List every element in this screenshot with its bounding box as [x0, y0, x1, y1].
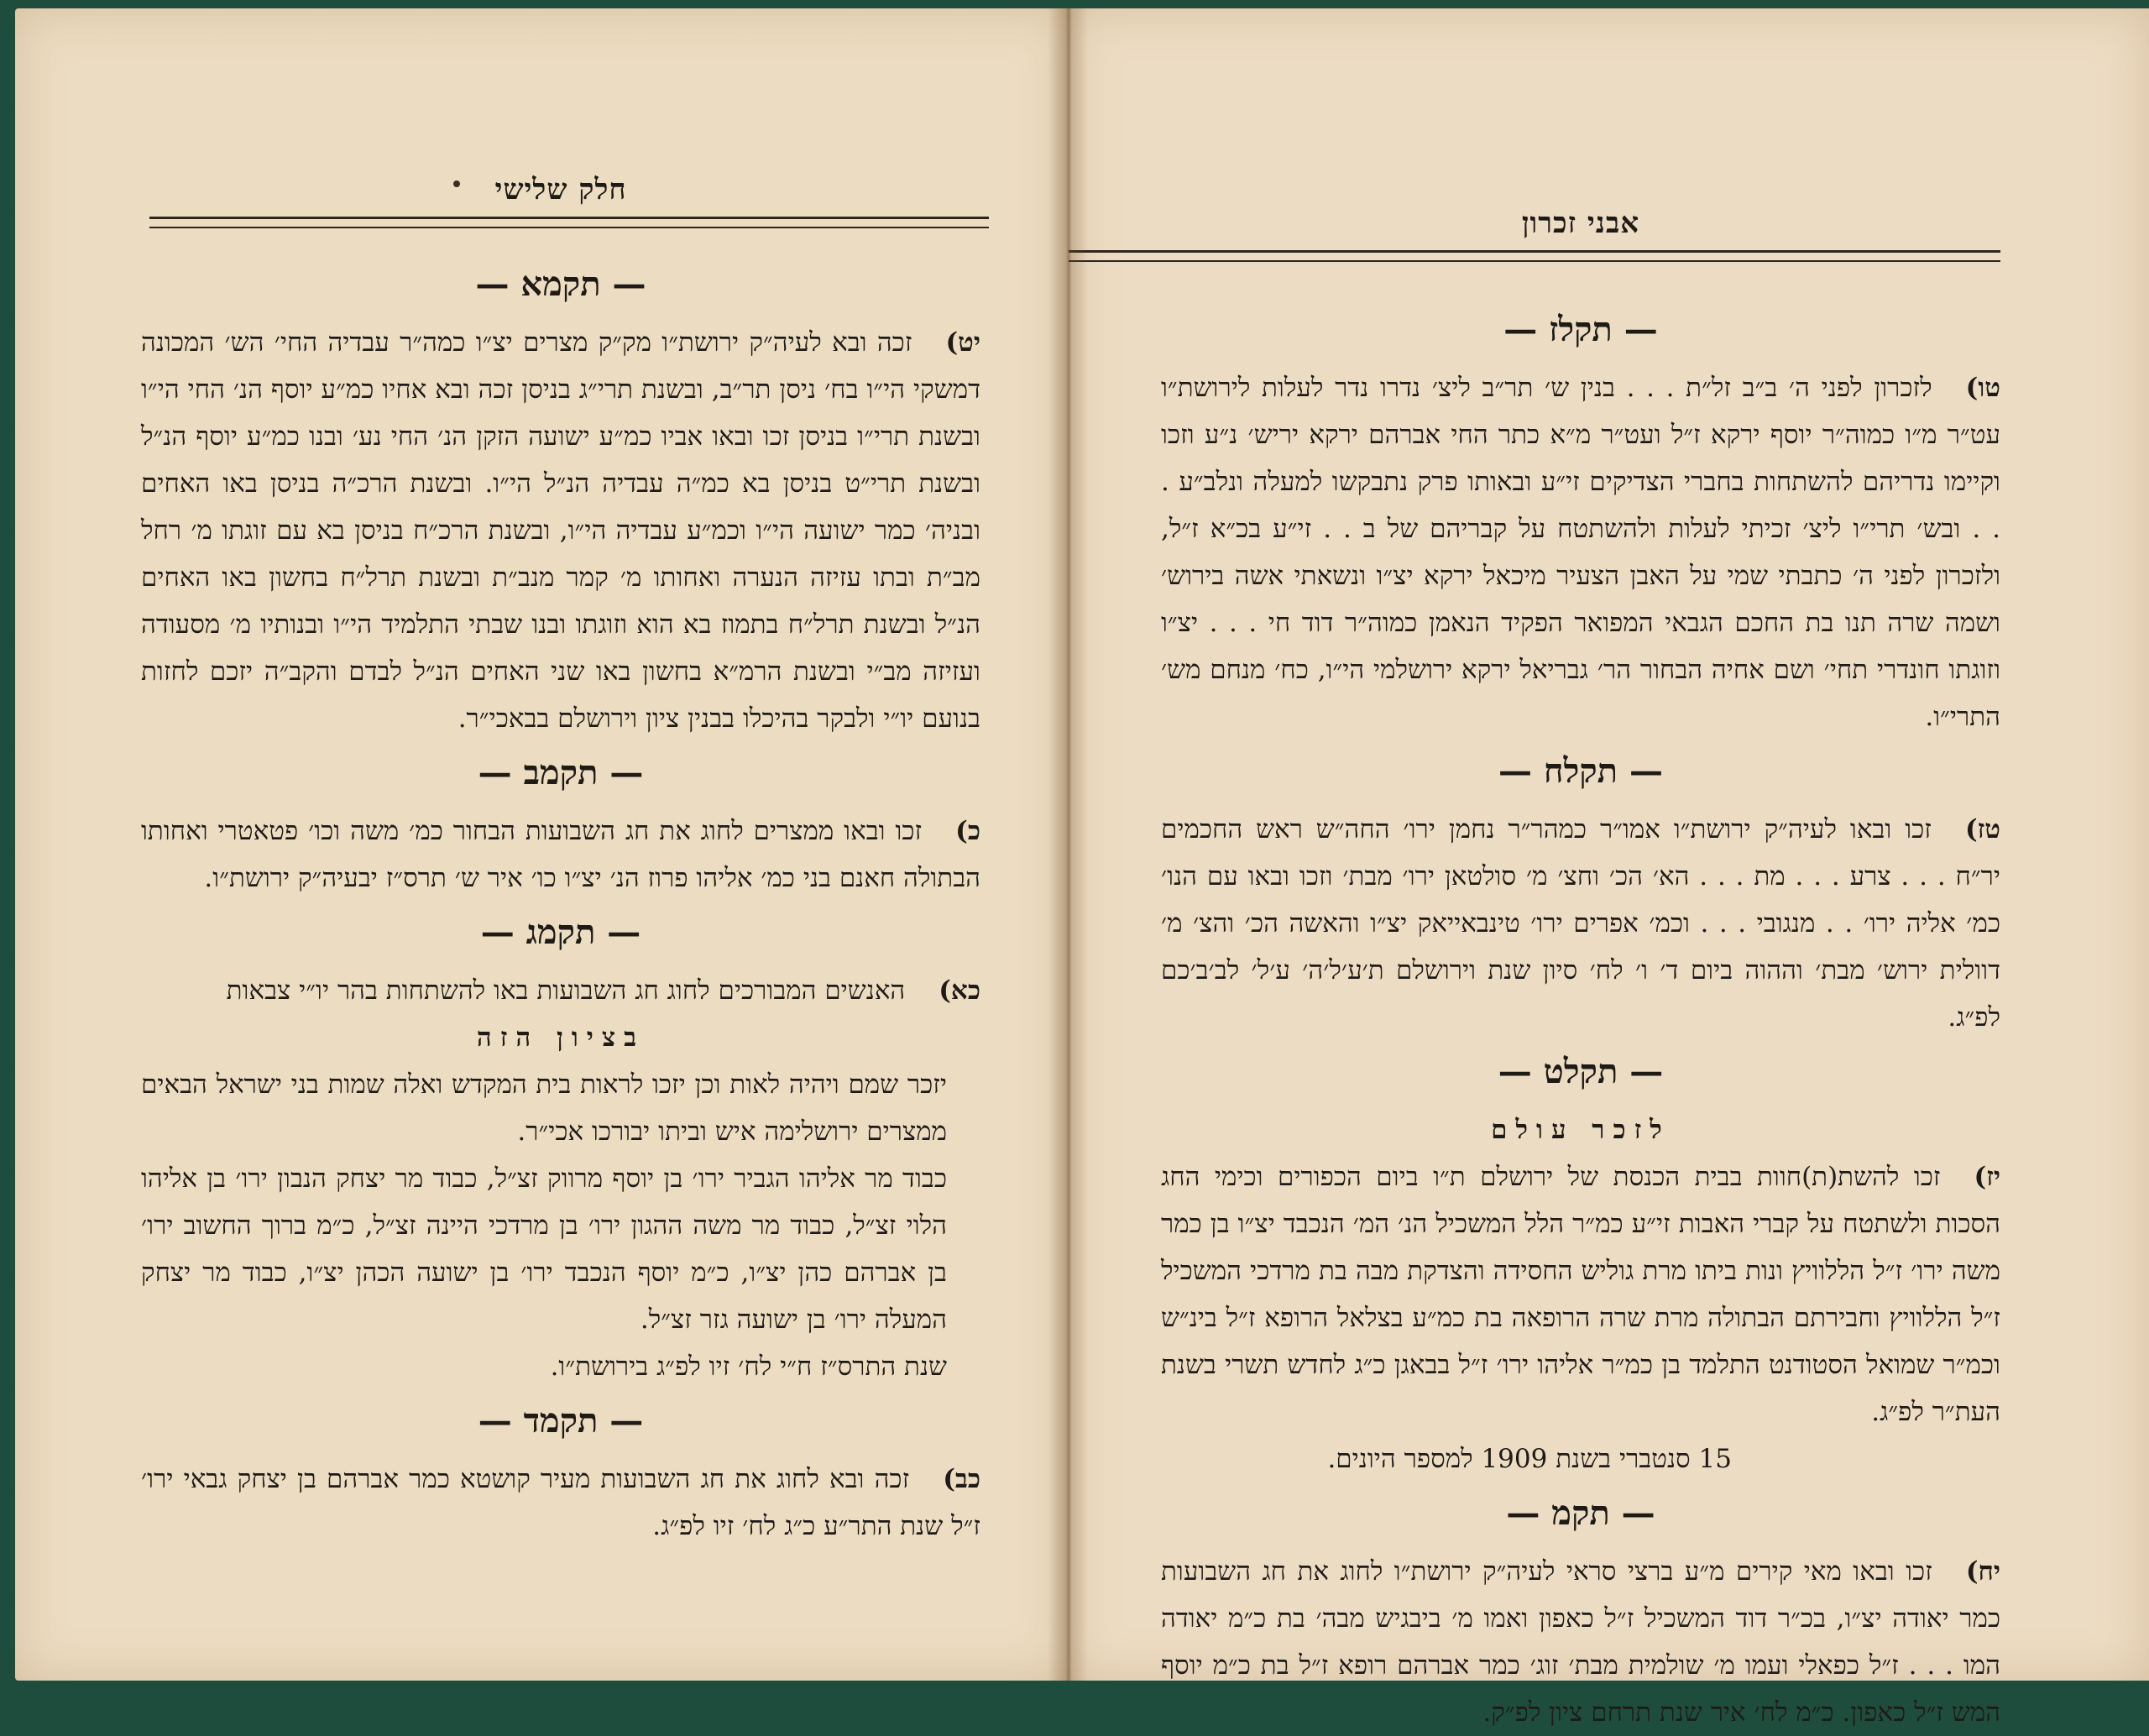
- date-line: 15 סנטברי בשנת 1909 למספר היונים.: [1327, 1444, 1732, 1474]
- entry-paragraph: [1161, 806, 2000, 1041]
- section-title: — תקמג —: [480, 912, 641, 952]
- running-header: אבני זכרון: [1521, 207, 1640, 240]
- entry-line: יזכר שמם ויהיה לאות וכן יזכו לראות בית המקדש ואלה שמות בני ישראל הבאים ממצרים ירושלימה איש וביתו יבורכו אכי״ר.: [141, 1069, 947, 1147]
- entry-paragraph: [1161, 364, 2000, 740]
- entry-line: שנת התרס״ז ח״י לח׳ זיו לפ״ג בירושת״ו.: [550, 1352, 947, 1382]
- entry-number: כ): [955, 816, 980, 846]
- section-title: — תקלז —: [1503, 310, 1658, 349]
- header-rule: [1069, 250, 2000, 262]
- entry-subtitle: בציון הזה: [476, 1022, 646, 1053]
- entry-text: לזכרון לפני ה׳ ב״ב זל״ת . . . בנין ש׳ תר״ב ליצ׳ נדרו נדר לעלות לירושת״ו עט״ר מ״ו כמוה״ר יוסף ירקא ז״ל ועט״ר מ״א כתר החי אברהם ירקא יריש׳ נ״ע וזכו וקיימו נדריהם להשתחות בחברי הצדיקים זי״ע ובאותו פרק נתבקשו למעלה ונלב״ע . . . ובש׳ תרי״ו ליצ׳ זכיתי לעלות ולהשתטח על קבריהם של ב . . זי״ע בכ״א ז״ל, ולזכרון לפני ה׳ כתבתי שמי על האבן הצעיר מיכאל ירקא יצ״ו ונשאתי אשה בירוש׳ ושמה שרה תנו בת החכם הגבאי המפואר הפקיד הנאמן כמוה״ר דוד חי . . . יצ״ו וזוגתו חונדרי תחי׳ ושם אחיה הבחור הר׳ גבריאל ירקא ירושלמי הי״ו, כח׳ מנחם מש׳ התרי״ו.: [1161, 373, 2000, 732]
- entry-text: זכו להשת(ת)חוות בבית הכנסת של ירושלם ת״ו ביום הכפורים וכימי החג הסכות ולשתטח על קברי האבות זי״ע כמ״ר הלל המשכיל הנ׳ המ׳ הנכבד יצ״ו בן כמר משה ירו׳ ז״ל הללוויץ ונות ביתו מרת גוליש החסידה והצדקת מבה בת מרדכי המשכיל ז״ל הללוויץ וחבירתם הבתולה מרת שרה הרופאה בת כמ״ע בצלאל הרופא ז״ל בינ״ש וכמ״ר שמואל הסטודנט התלמד בן כמ״ר אליהו ירו׳ ז״ל בבאגן כ״ג לחדש תשרי בשנת העת״ר לפ״ג.: [1161, 1162, 2001, 1427]
- entry-text: זכו ובאו ממצרים לחוג את חג השבועות הבחור כמ׳ משה וכו׳ פטאטרי ואחותו הבתולה חאנם בני כמ׳ אליהו פרוז הנ׳ יצ״ו כו׳ איר ש׳ תרס״ז יבעיה״ק ירושת״ו.: [141, 816, 980, 893]
- entry-text: האנשים המבורכים לחוג חג השבועות באו להשתחות בהר יו״י צבאות: [226, 975, 906, 1006]
- section-title: — תקמד —: [478, 1401, 644, 1441]
- entry-number: יז): [1974, 1162, 2000, 1192]
- page-body: [141, 254, 980, 1550]
- right-page: [1069, 8, 2149, 1728]
- section-title: — תקמא —: [475, 264, 646, 304]
- entry-paragraph: [141, 808, 980, 902]
- entry-number: כב): [943, 1464, 980, 1494]
- entry-text: זכו ובאו מאי קירים מ״ע ברצי סראי לעיה״ק ירושת״ו לחוג את חג השבועות כמר יאודה יצ״ו, בכ״ר דוד המשכיל ז״ל כאפון ואמו מ׳ ביבגיש מבה׳ בת כ״מ יאודה המו . . . ז״ל כפאלי ועמו מ׳ שולמית מבת׳ זוג׳ כמר אברהם רופא ז״ל בת כ״מ יוסף המש ז״ל כאפון. כ״מ לח׳ איר שנת תרחם ציון לפ״ק.: [1161, 1556, 2000, 1728]
- left-page: [15, 8, 1069, 1681]
- entry-paragraph: [141, 319, 980, 742]
- entry-paragraph: [1161, 1548, 2000, 1736]
- entry-subtitle: לזכר עולם: [1491, 1115, 1671, 1145]
- entry-number: יח): [1965, 1556, 2000, 1587]
- entry-paragraph: [141, 1456, 980, 1550]
- page-body: [1161, 299, 2000, 1736]
- entry-text: זכה ובא לעיה״ק ירושת״ו מק״ק מצרים יצ״ו כמה״ר עבדיה החי׳ הש׳ המכונה דמשקי הי״ו בח׳ ניסן תר״ב, ובשנת תרי״ג בניסן זכה ובא אחיו כמ״ע יוסף הנ׳ החי הי״ו ובשנת תרי״ו בניסן זכו ובאו אביו כמ״ע ישועה הזקן הנ׳ החי נע׳ ובנו כמ״ע יוסף הנ״ל ובשנת תרי״ט בניסן בא כמ״ה עבדיה הנ״ל הי״ו. ובשנת הרכ״ה בניסן באו האחים ובניה׳ כמר ישועה הי״ו וכמ״ע עבדיה הי״ו, ובשנת הרכ״ח בניסן בא עם זוגתו מ׳ רחל מב״ת ובתו עזיזה הנערה ואחותו מ׳ קמר מנב״ת ובשנת תרל״ח בחשון באו האחים הנ״ל ובשנת תרל״ח בתמוז בא הוא וזוגתו ובנו שבתי התלמיד הי״ו ובנותיו מ׳ מסעודה ועזיזה מב״י ובשנת הרמ״א בחשון באו שני האחים הנ״ל לבדם והקב״ה יזכם לחזות בנועם יו״י ולבקר בהיכלו בבנין ציון וירושלם בבאכי״ר.: [141, 327, 980, 734]
- entry-paragraph: [141, 967, 980, 1014]
- book-gutter: [1048, 8, 1088, 1681]
- entry-text: זכה ובא לחוג את חג השבועות מעיר קושטא כמר אברהם בן יצחק גבאי ירו׳ ז״ל שנת התר״ע כ״ג לח׳ זיו לפ״ג.: [141, 1464, 980, 1541]
- header-rule: [149, 217, 989, 228]
- entry-number: טז): [1964, 814, 2000, 844]
- section-title: — תקמ —: [1506, 1493, 1655, 1533]
- entry-paragraph: [1161, 1153, 2000, 1435]
- entry-number: כא): [939, 975, 980, 1006]
- entry-number: טו): [1965, 373, 2000, 403]
- section-title: — תקלח —: [1498, 751, 1664, 791]
- entry-text: זכו ובאו לעיה״ק ירושת״ו אמו״ר כמהר״ר נחמן ירו׳ החה״ש ראש החכמים יר״ח . . . צרע . . . מת . . . הא׳ הכ׳ וחצ׳ מ׳ סולטאן ירו׳ מבת׳ וזכו ובאו עם הנו׳ כמ׳ אליה ירו׳ . . מנגובי . . . וכמ׳ אפרים ירו׳ טינבאייאק יצ״ו והאשה הכ׳ והצ׳ מ׳ דוולית ירוש׳ מבת׳ וההוה ביום ד׳ ו׳ לח׳ סיון שנת וירושלם ת׳ע׳ל׳ה׳ ע׳ל׳ לב׳ב׳כם לפ״ג.: [1161, 814, 2000, 1033]
- entry-line: כבוד מר אליהו הגביר ירו׳ בן יוסף מרווק זצ״ל, כבוד מר יצחק הנבון ירו׳ בן אליהו הלוי זצ״ל, כבוד מר משה ההגון ירו׳ בן מרדכי היינה זצ״ל, כ״מ ברוך החשוב ירו׳ בן אברהם כהן יצ״ו, כ״מ יוסף הנכבד ירו׳ בן ישועה הכהן יצ״ו, כבוד מר יצחק המעלה ירו׳ בן ישועה גזר זצ״ל.: [141, 1163, 947, 1335]
- section-title: — תקלט —: [1498, 1052, 1664, 1091]
- entry-number: יט): [945, 327, 980, 358]
- section-title: — תקמב —: [478, 753, 644, 792]
- running-header: חלק שלישי: [494, 173, 627, 207]
